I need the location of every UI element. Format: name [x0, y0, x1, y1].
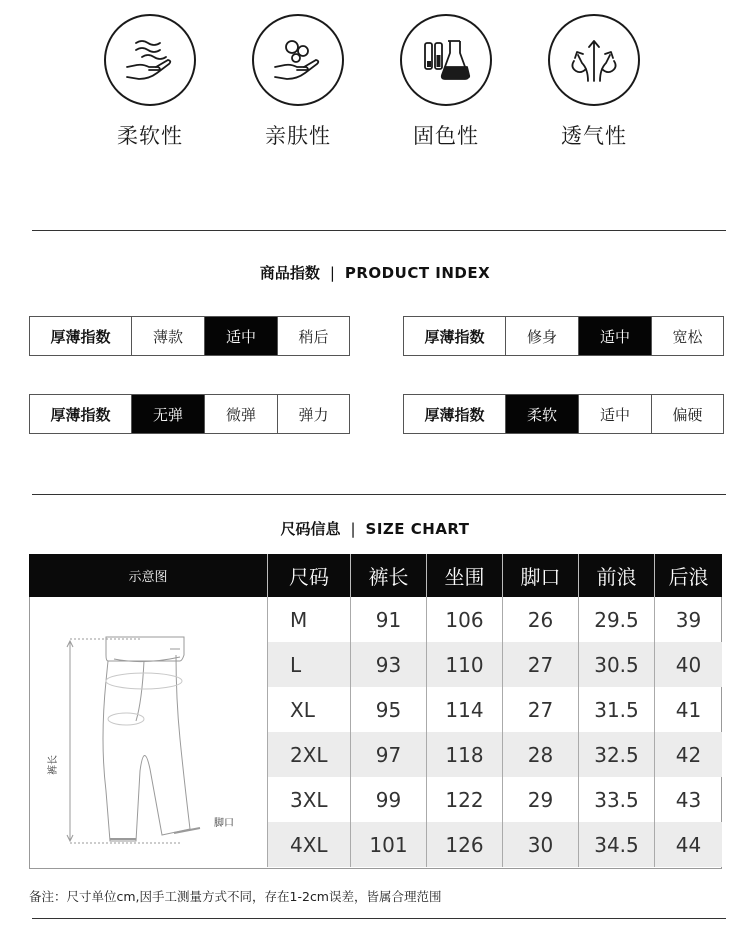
cell-back-rise: 44 — [654, 822, 722, 867]
cell-size: 4XL — [267, 822, 350, 867]
cell-cuff: 30 — [502, 822, 578, 867]
feature-label: 柔软性 — [117, 124, 183, 148]
cell-length: 91 — [350, 597, 426, 642]
feature-softness — [100, 14, 200, 150]
index-option: 适中 — [578, 395, 651, 433]
index-option: 稍后 — [277, 317, 349, 355]
cell-length: 97 — [350, 732, 426, 777]
index-option: 宽松 — [651, 317, 723, 355]
cell-hip: 110 — [426, 642, 502, 687]
table-row — [267, 642, 722, 687]
index-option: 薄款 — [131, 317, 204, 355]
cell-front-rise: 34.5 — [578, 822, 654, 867]
index-option-selected: 柔软 — [505, 395, 578, 433]
header-diagram: 示意图 — [128, 570, 168, 585]
index-option: 偏硬 — [651, 395, 723, 433]
cell-cuff: 27 — [502, 687, 578, 732]
index-name: 厚薄指数 — [50, 327, 111, 346]
table-row — [267, 687, 722, 732]
index-option: 微弹 — [204, 395, 277, 433]
measurement-note: 备注：尺寸单位cm,因手工测量方式不同，存在1-2cm误差，皆属合理范围 — [29, 889, 442, 904]
diagram-length-label: 裤长 — [48, 755, 59, 775]
product-index-title — [0, 262, 750, 283]
table-row — [267, 732, 722, 777]
pants-diagram — [29, 597, 267, 868]
index-group-fit — [403, 316, 724, 356]
cell-front-rise: 30.5 — [578, 642, 654, 687]
size-chart-title — [0, 518, 750, 539]
cell-back-rise: 42 — [654, 732, 722, 777]
title-cn: 尺码信息 — [280, 520, 341, 538]
cell-size: M — [267, 597, 350, 642]
feature-label: 透气性 — [561, 124, 627, 148]
index-option: 弹力 — [277, 395, 349, 433]
index-option-selected: 适中 — [204, 317, 277, 355]
table-row — [267, 822, 722, 867]
cell-cuff: 27 — [502, 642, 578, 687]
header-hip: 坐围 — [426, 554, 502, 597]
index-group-softness — [403, 394, 724, 434]
cell-size: XL — [267, 687, 350, 732]
index-option-selected: 适中 — [578, 317, 651, 355]
index-group-elasticity — [29, 394, 350, 434]
index-group-thickness — [29, 316, 350, 356]
skin-friendly-hand-icon — [252, 14, 344, 106]
cell-size: 2XL — [267, 732, 350, 777]
feature-colorfast — [396, 14, 496, 150]
diagram-cuff-label: 脚口 — [214, 818, 234, 829]
cell-length: 93 — [350, 642, 426, 687]
cell-front-rise: 31.5 — [578, 687, 654, 732]
feature-icons-row — [0, 0, 750, 200]
size-chart-table — [29, 554, 722, 869]
cell-hip: 114 — [426, 687, 502, 732]
cell-length: 101 — [350, 822, 426, 867]
cell-length: 99 — [350, 777, 426, 822]
index-option: 修身 — [505, 317, 578, 355]
title-separator: | — [329, 264, 335, 282]
cell-back-rise: 40 — [654, 642, 722, 687]
cell-length: 95 — [350, 687, 426, 732]
cell-hip: 118 — [426, 732, 502, 777]
cell-front-rise: 32.5 — [578, 732, 654, 777]
cell-size: L — [267, 642, 350, 687]
feature-label: 固色性 — [413, 124, 479, 148]
size-chart-header — [29, 554, 722, 597]
index-name: 厚薄指数 — [424, 327, 485, 346]
feature-label: 亲肤性 — [265, 124, 331, 148]
table-row — [267, 597, 722, 642]
feature-breathable — [544, 14, 644, 150]
index-name: 厚薄指数 — [424, 405, 485, 424]
header-length: 裤长 — [350, 554, 426, 597]
breathable-arrows-icon — [548, 14, 640, 106]
pants-outline-icon — [30, 597, 266, 868]
title-separator: | — [350, 520, 356, 538]
cell-cuff: 29 — [502, 777, 578, 822]
cell-back-rise: 43 — [654, 777, 722, 822]
cell-cuff: 28 — [502, 732, 578, 777]
index-name: 厚薄指数 — [50, 405, 111, 424]
header-back-rise: 后浪 — [654, 554, 722, 597]
cell-front-rise: 33.5 — [578, 777, 654, 822]
section-divider — [32, 494, 726, 495]
header-size: 尺码 — [267, 554, 350, 597]
cell-hip: 126 — [426, 822, 502, 867]
section-divider — [32, 230, 726, 231]
flask-beaker-icon — [400, 14, 492, 106]
table-row — [267, 777, 722, 822]
feature-skin-friendly — [248, 14, 348, 150]
cell-size: 3XL — [267, 777, 350, 822]
title-en: PRODUCT INDEX — [344, 264, 491, 282]
title-cn: 商品指数 — [259, 264, 320, 282]
cell-hip: 106 — [426, 597, 502, 642]
title-en: SIZE CHART — [365, 520, 470, 538]
cell-hip: 122 — [426, 777, 502, 822]
soft-hand-icon — [104, 14, 196, 106]
header-cuff: 脚口 — [502, 554, 578, 597]
cell-back-rise: 39 — [654, 597, 722, 642]
cell-back-rise: 41 — [654, 687, 722, 732]
index-option-selected: 无弹 — [131, 395, 204, 433]
cell-cuff: 26 — [502, 597, 578, 642]
section-divider — [32, 918, 726, 919]
cell-front-rise: 29.5 — [578, 597, 654, 642]
header-front-rise: 前浪 — [578, 554, 654, 597]
